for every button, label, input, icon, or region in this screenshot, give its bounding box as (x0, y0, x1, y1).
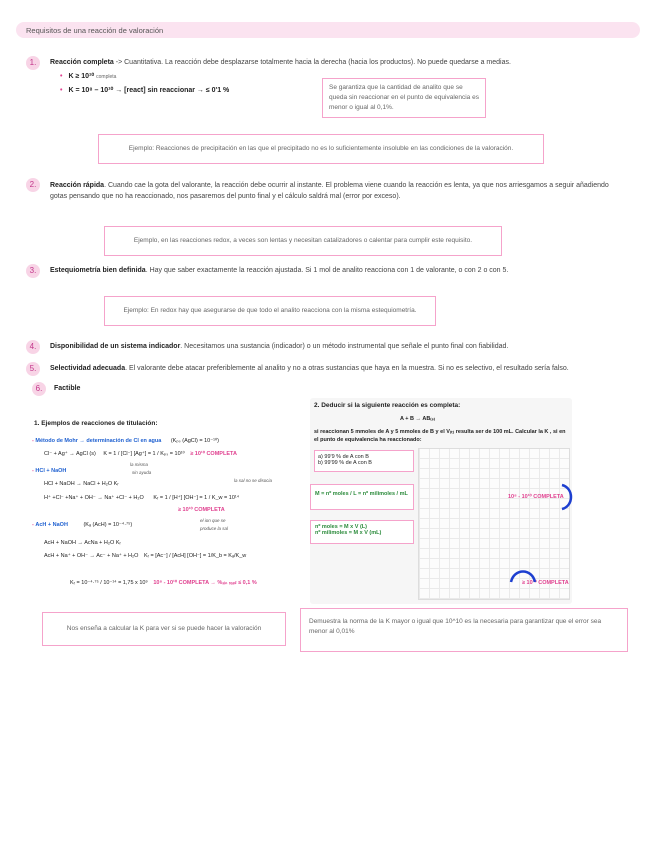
item-body: . Hay que saber exactamente la reacción ajustada. Si 1 mol de analito reacciona con 1 de valorante, o con 2 o con 5. (145, 267, 509, 274)
problem-reaction: A + B → AB₍ₛ₎ (400, 416, 436, 422)
hcl-complete: ≥ 10¹⁰ COMPLETA (178, 507, 225, 513)
item-lead: Selectividad adecuada (50, 365, 126, 372)
item-number: 5. (26, 362, 40, 376)
handwritten-solution (418, 448, 570, 600)
hcl-equation: HCl + NaOH → NaCl + H₂O Kᵣ (44, 481, 119, 487)
handwritten-note: el ion que se (200, 518, 226, 523)
item-body: . El valorante debe atacar preferiblemente al analito y no a otras sustancias que haya en la muestra. Si no es selectivo, el resultado sería falso. (125, 365, 569, 372)
item-text (50, 363, 640, 374)
item-lead: Reacción completa (50, 59, 114, 66)
moles-formulas: nº moles = M x V (L) nº milimoles = M x V (mL) (310, 520, 414, 544)
result-2: ≥ 10¹⁰ COMPLETA (522, 580, 569, 586)
item-number: 6. (32, 382, 46, 396)
item-body: . Cuando cae la gota del valorante, la reacción debe ocurrir al instante. El problema viene cuando la reacción es lenta, ya que nos arriesgamos a seguir añadiendo gotas pensando que no ha reaccionado, nos pasaremos del punto final y el cálculo saldrá mal (error por exceso). (50, 182, 609, 200)
bottom-right-box: Demuestra la norma de la K mayor o igual que 10^10 es la necesaria para garantizar que el error sea menor al 0,01% (300, 608, 628, 652)
handwritten-note: produce la sal (200, 526, 229, 531)
ach-equation-2: AcH + Na⁺ + OH⁻ → Ac⁻ + Na⁺ + H₂O Kᵣ = [Ac⁻] / [AcH] [OH⁻] = 1/K_b = Kₐ/K_w (44, 553, 247, 559)
page-title: Requisitos de una reacción de valoración (16, 22, 640, 38)
item-number: 2. (26, 178, 40, 192)
problem-statement: si reaccionan 5 mmoles de A y 5 mmoles de B y el V₍ₜ₎ resulta ser de 100 mL. Calcular la K , si en el punto de equivalencia ha reaccionado: (314, 429, 566, 443)
item-lead: Reacción rápida (50, 182, 105, 189)
bracket-icon (558, 482, 578, 512)
item-body: -> Cuantitativa. La reacción debe desplazarse totalmente hacia la derecha (hacia los productos). No puede quedarse a medias. (113, 59, 511, 66)
handwritten-note: sin ayuda (132, 470, 152, 475)
molarity-formula: M = nº moles / L = nº milimoles / mL (310, 484, 414, 510)
item-text (50, 265, 625, 276)
ach-result: Kᵣ = 10⁻⁴·⁷⁵ / 10⁻¹⁴ = 1,75 x 10⁹ 10⁸ - 10¹⁰ COMPLETA → %ₛᵢₙ ᵣₑₐ𝒸 ≤ 0,1 % (70, 580, 257, 586)
item-number: 1. (26, 56, 40, 70)
ach-equation-1: AcH + NaOH → AcNa + H₂O Kᵣ (44, 540, 121, 546)
item-number: 3. (26, 264, 40, 278)
item-text (50, 180, 625, 202)
item-number: 4. (26, 340, 40, 354)
guarantee-box: Se garantiza que la cantidad de analito que se queda sin reaccionar en el punto de equivalencia es menor o igual al 0,1%. (322, 78, 486, 118)
item-lead: Estequiometría bien definida (50, 267, 146, 274)
problem-title: 2. Deducir si la siguiente reacción es completa: (314, 402, 461, 409)
result-1: 10⁸ - 10¹⁰ COMPLETA (508, 494, 564, 500)
mohr-equation: Cl⁻ + Ag⁺ → AgCl (s) K = 1 / [Cl⁻] [Ag⁺] = 1 / Kₚₛ = 10¹⁰ ≥ 10¹⁰ COMPLETA (44, 451, 237, 457)
item-body: . Necesitamos una sustancia (indicador) o un método instrumental que señale el punto final con fiabilidad. (180, 343, 509, 350)
item-text (50, 57, 630, 68)
hcl-title: - HCl + NaOH (32, 468, 67, 474)
arc-icon (508, 568, 538, 584)
examples-title: 1. Ejemplos de reacciones de titulación: (34, 420, 158, 427)
handwritten-note: la misma (130, 462, 149, 467)
bottom-left-box: Nos enseña a calcular la K para ver si se puede hacer la valoración (42, 612, 286, 646)
bullet-complete: • K ≥ 10¹⁰ completa (60, 73, 117, 80)
example-box-3: Ejemplo: En redox hay que asegurarse de que todo el analito reacciona con la misma estequiometría. (104, 296, 436, 326)
item-text (54, 383, 80, 394)
example-box-1: Ejemplo: Reacciones de precipitación en las que el precipitado no es lo suficientemente insoluble en las condiciones de la valoración. (98, 134, 544, 164)
ach-title: - AcH + NaOH (Kₐ (AcH) = 10⁻⁴·⁷⁵) (32, 522, 133, 528)
bullet-range: • K = 10⁸ – 10¹⁰ → [react] sin reaccionar → ≤ 0'1 % (60, 87, 230, 94)
item-lead: Disponibilidad de un sistema indicador (50, 343, 181, 350)
item-text (50, 341, 625, 352)
hcl-ionic: H⁺ +Cl⁻ +Na⁺ + OH⁻ → Na⁺ +Cl⁻ + H₂O Kᵣ = 1 / [H⁺] [OH⁻] = 1 / K_w = 10¹⁴ (44, 495, 240, 501)
mohr-title: - Método de Mohr → determinación de Cl en agua (Kₚₛ (AgCl) = 10⁻¹⁰) (32, 438, 219, 444)
problem-options: a) 99'9 % de A con B b) 99'99 % de A con B (314, 450, 414, 472)
item-lead: Factible (54, 385, 81, 392)
example-box-2: Ejemplo, en las reacciones redox, a veces son lentas y necesitan catalizadores o calentar para cumplir este requisito. (104, 226, 502, 256)
handwritten-note: la sal no se disocia (234, 478, 273, 483)
